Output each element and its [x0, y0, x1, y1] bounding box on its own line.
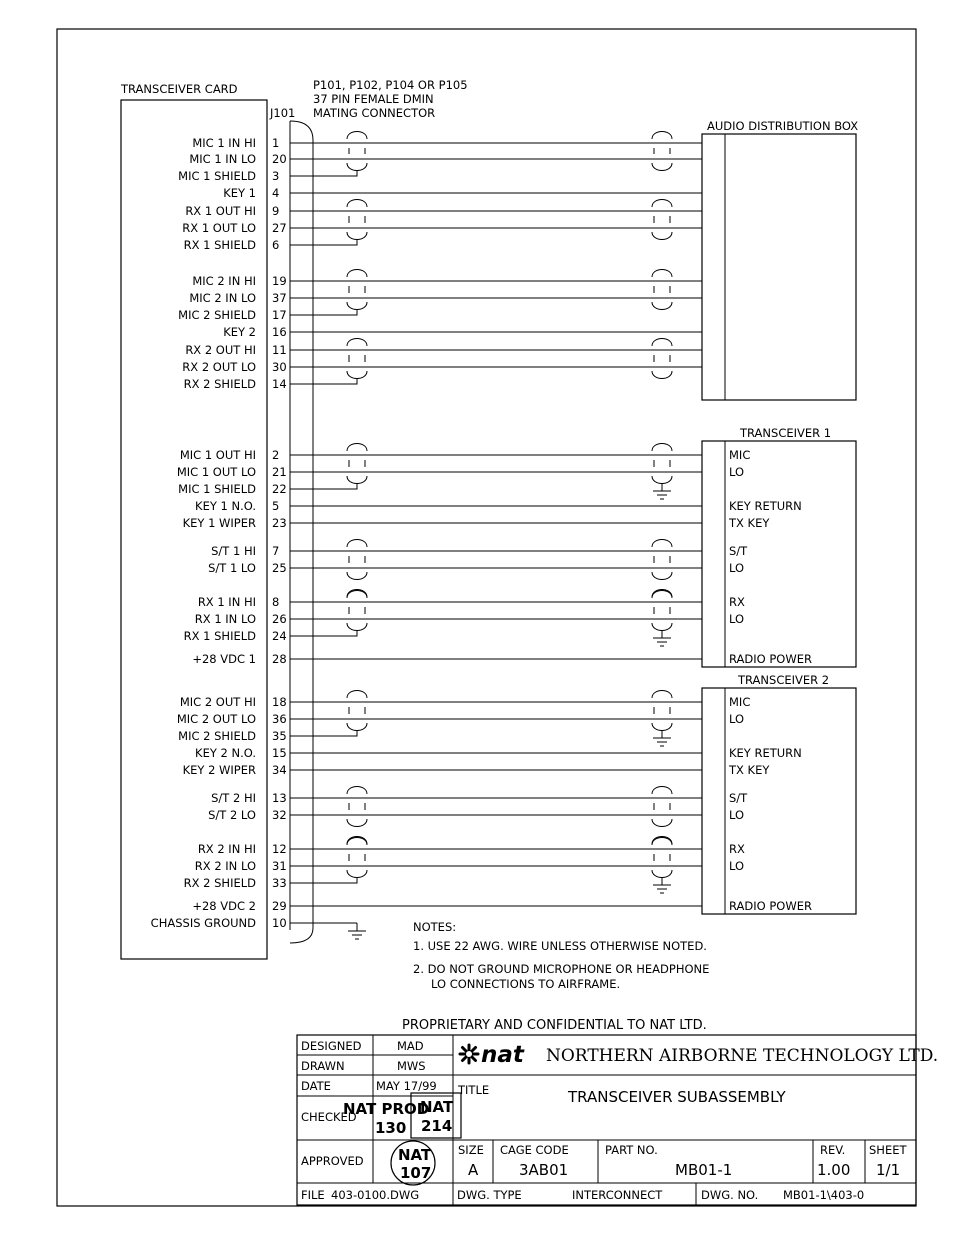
- designed-label: DESIGNED: [301, 1039, 362, 1053]
- size-label: SIZE: [458, 1143, 484, 1157]
- pin-label: RX 2 SHIELD: [183, 876, 256, 890]
- shield-symbol: [347, 623, 367, 631]
- pin-number: 5: [272, 499, 280, 513]
- drawn-label: DRAWN: [301, 1059, 345, 1073]
- mate-line-1: P101, P102, P104 OR P105: [313, 78, 468, 92]
- shield-symbol: [347, 339, 367, 347]
- rev-value: 1.00: [817, 1161, 851, 1179]
- part-value: MB01-1: [675, 1161, 733, 1179]
- sheet-value: 1/1: [876, 1161, 901, 1179]
- pin-label: S/T 1 LO: [208, 561, 256, 575]
- note-2-cont: LO CONNECTIONS TO AIRFRAME.: [431, 977, 621, 991]
- stamp-prod-line1: NAT PROD: [343, 1100, 430, 1118]
- shield-symbol: [347, 270, 367, 278]
- shield-symbol: [652, 623, 672, 631]
- pin-number: 37: [272, 291, 287, 305]
- terminal-label: RADIO POWER: [729, 899, 812, 913]
- shield-symbol: [652, 232, 672, 240]
- pin-label: MIC 1 OUT HI: [179, 448, 256, 462]
- transceiver-2-title: TRANSCEIVER 2: [738, 673, 830, 687]
- proprietary-notice: PROPRIETARY AND CONFIDENTIAL TO NAT LTD.: [402, 1018, 707, 1033]
- pin-number: 27: [272, 221, 287, 235]
- shield-symbol: [347, 163, 367, 171]
- pin-number: 20: [272, 152, 287, 166]
- pin-label: RX 1 OUT HI: [185, 204, 256, 218]
- terminal-label: LO: [729, 859, 745, 873]
- pin-label: KEY 2: [223, 325, 256, 339]
- shield-symbol: [652, 371, 672, 379]
- date-label: DATE: [301, 1079, 331, 1093]
- terminal-label: RADIO POWER: [729, 652, 812, 666]
- pin-label: MIC 1 OUT LO: [176, 465, 256, 479]
- transceiver-1-title: TRANSCEIVER 1: [740, 426, 832, 440]
- terminal-label: MIC: [729, 448, 751, 462]
- pin-label: S/T 2 LO: [208, 808, 256, 822]
- size-value: A: [468, 1161, 479, 1179]
- pin-label: RX 2 IN HI: [197, 842, 256, 856]
- note-2: 2. DO NOT GROUND MICROPHONE OR HEADPHONE: [413, 962, 710, 976]
- rev-label: REV.: [820, 1143, 846, 1157]
- approved-label: APPROVED: [301, 1154, 364, 1168]
- shield-symbol: [652, 270, 672, 278]
- terminal-label: RX: [729, 595, 745, 609]
- pin-number: 16: [272, 325, 287, 339]
- shield-symbol: [652, 163, 672, 171]
- shield-symbol: [347, 691, 367, 699]
- pin-number: 22: [272, 482, 287, 496]
- pin-label: RX 1 IN HI: [197, 595, 256, 609]
- pin-number: 30: [272, 360, 287, 374]
- pin-number: 32: [272, 808, 287, 822]
- terminal-label: LO: [729, 561, 745, 575]
- terminal-label: LO: [729, 808, 745, 822]
- pin-label: KEY 2 N.O.: [195, 746, 256, 760]
- stamp-nat-line2: 214: [421, 1117, 453, 1135]
- pin-label: RX 1 SHIELD: [183, 629, 256, 643]
- shield-symbol: [652, 870, 672, 878]
- note-1: 1. USE 22 AWG. WIRE UNLESS OTHERWISE NOTED.: [413, 939, 707, 953]
- shield-symbol: [652, 200, 672, 208]
- file-label: FILE: [301, 1188, 325, 1202]
- pin-label: RX 2 IN LO: [194, 859, 256, 873]
- terminal-label: KEY RETURN: [729, 499, 802, 513]
- shield-symbol: [347, 371, 367, 379]
- checked-label: CHECKED: [301, 1110, 357, 1124]
- pin-number: 36: [272, 712, 287, 726]
- wiring: [290, 132, 702, 940]
- pin-number: 19: [272, 274, 287, 288]
- shield-symbol: [347, 870, 367, 878]
- pin-number: 4: [272, 186, 280, 200]
- pin-label: +28 VDC 1: [192, 652, 256, 666]
- shield-symbol: [652, 723, 672, 731]
- pin-number: 17: [272, 308, 287, 322]
- terminal-label: RX: [729, 842, 745, 856]
- title-label: TITLE: [458, 1083, 490, 1097]
- pin-number: 29: [272, 899, 287, 913]
- date-value: MAY 17/99: [376, 1079, 437, 1093]
- file-value: 403-0100.DWG: [331, 1188, 420, 1202]
- shield-symbol: [347, 444, 367, 452]
- stamp-approved-line2: 107: [400, 1164, 432, 1182]
- company-name: NORTHERN AIRBORNE TECHNOLOGY LTD.: [546, 1046, 939, 1066]
- pin-number: 8: [272, 595, 280, 609]
- pin-number: 6: [272, 238, 280, 252]
- drawn-value: MWS: [397, 1059, 426, 1073]
- dwg-type-value: INTERCONNECT: [572, 1188, 663, 1202]
- pin-label: RX 1 IN LO: [194, 612, 256, 626]
- pin-number: 2: [272, 448, 280, 462]
- pin-number: 25: [272, 561, 287, 575]
- pin-label: MIC 1 SHIELD: [178, 482, 256, 496]
- pin-number: 13: [272, 791, 287, 805]
- terminal-label: TX KEY: [729, 516, 770, 530]
- pin-label: CHASSIS GROUND: [150, 916, 256, 930]
- pin-label: RX 2 OUT HI: [185, 343, 256, 357]
- pin-label: MIC 2 SHIELD: [178, 308, 256, 322]
- shield-symbol: [347, 476, 367, 484]
- pin-number: 34: [272, 763, 287, 777]
- shield-symbol: [347, 787, 367, 795]
- shield-symbol: [347, 723, 367, 731]
- transceiver-2-labels: [728, 695, 812, 913]
- shield-symbol: [347, 540, 367, 548]
- pin-number: 24: [272, 629, 287, 643]
- pin-label: KEY 1 N.O.: [195, 499, 256, 513]
- pin-table: [151, 136, 287, 930]
- pin-number: 14: [272, 377, 287, 391]
- terminal-label: S/T: [729, 791, 748, 805]
- shield-symbol: [347, 302, 367, 310]
- shield-symbol: [347, 200, 367, 208]
- shield-symbol: [652, 476, 672, 484]
- cage-label: CAGE CODE: [500, 1143, 569, 1157]
- shield-symbol: [347, 232, 367, 240]
- dwg-type-label: DWG. TYPE: [457, 1188, 522, 1202]
- pin-number: 26: [272, 612, 287, 626]
- company-logo-text: nat: [481, 1042, 524, 1068]
- shield-symbol: [652, 302, 672, 310]
- pin-label: S/T 2 HI: [211, 791, 256, 805]
- shield-symbol: [652, 339, 672, 347]
- transceiver-1-labels: [728, 448, 812, 666]
- pin-label: MIC 1 IN HI: [192, 136, 256, 150]
- pin-label: KEY 2 WIPER: [182, 763, 256, 777]
- mate-line-2: 37 PIN FEMALE DMIN: [313, 92, 434, 106]
- shield-symbol: [652, 787, 672, 795]
- pin-number: 15: [272, 746, 287, 760]
- pin-label: MIC 2 SHIELD: [178, 729, 256, 743]
- pin-number: 9: [272, 204, 280, 218]
- dwg-no-value: MB01-1\403-0: [783, 1188, 865, 1202]
- pin-label: KEY 1 WIPER: [182, 516, 256, 530]
- pin-label: KEY 1: [223, 186, 256, 200]
- card-title: TRANSCEIVER CARD: [121, 82, 238, 96]
- notes-heading: NOTES:: [413, 920, 457, 934]
- pin-number: 7: [272, 544, 280, 558]
- pin-label: +28 VDC 2: [192, 899, 256, 913]
- shield-symbol: [652, 691, 672, 699]
- shield-symbol: [652, 540, 672, 548]
- terminal-label: TX KEY: [729, 763, 770, 777]
- pin-label: MIC 2 IN LO: [189, 291, 256, 305]
- pin-number: 18: [272, 695, 287, 709]
- mate-line-3: MATING CONNECTOR: [313, 106, 436, 120]
- pin-number: 23: [272, 516, 287, 530]
- sheet-label: SHEET: [869, 1143, 907, 1157]
- terminal-label: LO: [729, 612, 745, 626]
- terminal-label: LO: [729, 465, 745, 479]
- stamp-prod-line2: 130: [375, 1119, 407, 1137]
- pin-label: RX 1 SHIELD: [183, 238, 256, 252]
- terminal-label: KEY RETURN: [729, 746, 802, 760]
- pin-number: 33: [272, 876, 287, 890]
- pin-label: MIC 1 SHIELD: [178, 169, 256, 183]
- stamp-nat-line1: NAT: [420, 1098, 454, 1116]
- stamp-approved-line1: NAT: [398, 1146, 432, 1164]
- pin-label: RX 2 SHIELD: [183, 377, 256, 391]
- pin-number: 12: [272, 842, 287, 856]
- shield-symbol: [652, 444, 672, 452]
- part-label: PART NO.: [605, 1143, 658, 1157]
- pin-number: 35: [272, 729, 287, 743]
- dwg-no-label: DWG. NO.: [701, 1188, 759, 1202]
- pin-label: MIC 2 IN HI: [192, 274, 256, 288]
- terminal-label: S/T: [729, 544, 748, 558]
- shield-symbol: [347, 132, 367, 140]
- pin-label: MIC 1 IN LO: [189, 152, 256, 166]
- connector-id: J101: [270, 106, 296, 120]
- cage-value: 3AB01: [519, 1161, 569, 1179]
- pin-label: RX 2 OUT LO: [182, 360, 256, 374]
- designed-value: MAD: [397, 1039, 424, 1053]
- pin-number: 31: [272, 859, 287, 873]
- audio-box-title: AUDIO DISTRIBUTION BOX: [707, 119, 859, 133]
- pin-label: MIC 2 OUT HI: [179, 695, 256, 709]
- pin-number: 10: [272, 916, 287, 930]
- pin-label: RX 1 OUT LO: [182, 221, 256, 235]
- terminal-label: LO: [729, 712, 745, 726]
- shield-symbol: [652, 132, 672, 140]
- pin-number: 11: [272, 343, 287, 357]
- drawing-title: TRANSCEIVER SUBASSEMBLY: [568, 1088, 786, 1106]
- pin-label: MIC 2 OUT LO: [176, 712, 256, 726]
- pin-number: 1: [272, 136, 280, 150]
- nat-logo-icon: [460, 1045, 478, 1063]
- pin-number: 28: [272, 652, 287, 666]
- pin-number: 3: [272, 169, 280, 183]
- terminal-label: MIC: [729, 695, 751, 709]
- pin-label: S/T 1 HI: [211, 544, 256, 558]
- pin-number: 21: [272, 465, 287, 479]
